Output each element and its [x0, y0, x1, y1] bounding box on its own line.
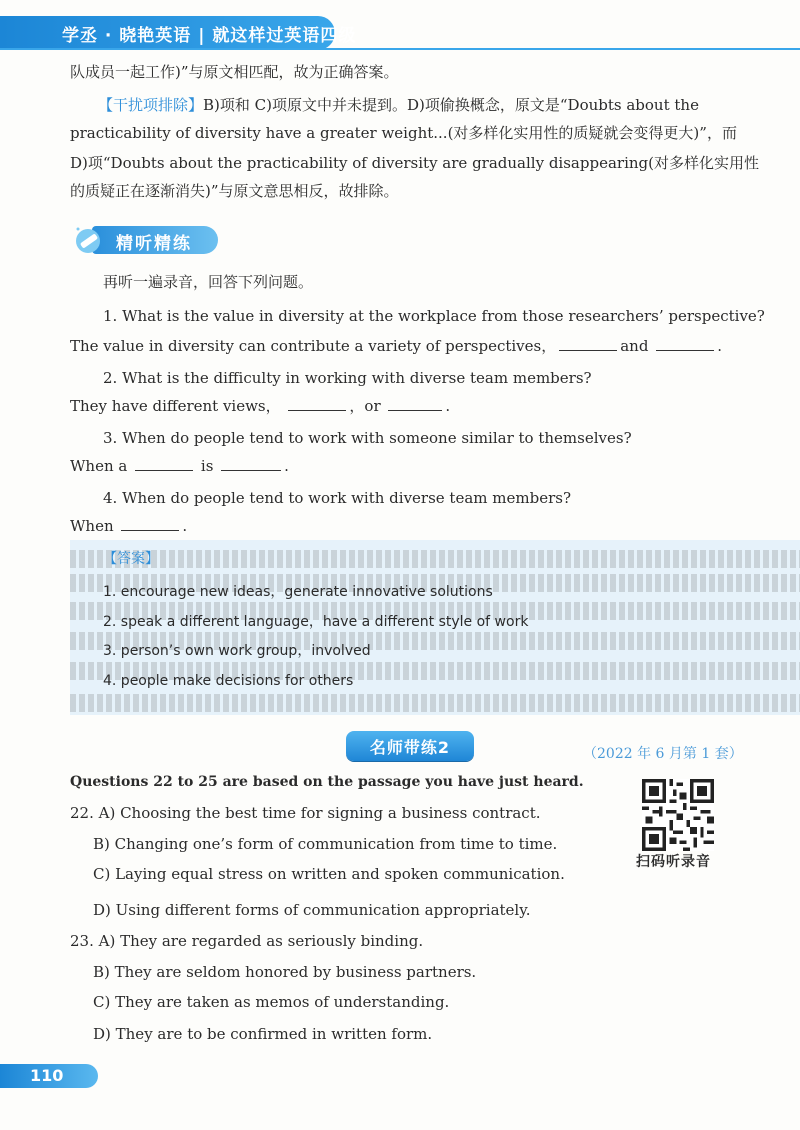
bleed-through: [70, 550, 800, 568]
blank: [559, 336, 617, 351]
option-line: B) They are seldom honored by business partners.: [93, 963, 477, 981]
header-title: 学丞 · 晓艳英语 | 就这样过英语四级: [62, 26, 357, 46]
answer-item: 3. person’s own work group，involved: [103, 643, 371, 659]
blank: [656, 336, 714, 351]
option-line: C) They are taken as memos of understanding.: [93, 993, 450, 1011]
answer-item: 2. speak a different language，have a different style of work: [103, 614, 529, 630]
option-line: B) Changing one’s form of communication from time to time.: [93, 835, 558, 853]
answer-text: .: [284, 457, 289, 475]
intro-line: 队成员一起工作)”与原文相匹配，故为正确答案。: [70, 63, 399, 81]
page-header: [0, 0, 800, 52]
intro-line: 的质疑正在逐渐消失)”与原文意思相反，故排除。: [70, 182, 399, 200]
answer-item: 4. people make decisions for others: [103, 673, 354, 689]
question-1: 1. What is the value in diversity at the workplace from those researchers’ perspective?: [103, 307, 765, 325]
option-line: C) Laying equal stress on written and spoken communication.: [93, 865, 565, 883]
answer-text: ，or: [349, 397, 381, 415]
blank: [221, 456, 281, 471]
exam-source: （2022 年 6 月第 1 套）: [583, 746, 743, 762]
directions: Questions 22 to 25 are based on the passage you have just heard.: [70, 774, 584, 790]
answer-title: 【答案】: [103, 551, 159, 567]
pencil-icon: [74, 226, 104, 254]
blank: [388, 396, 442, 411]
option-line: D) Using different forms of communication appropriately.: [93, 901, 531, 919]
answer-line-1: [70, 332, 722, 360]
bleed-through: [70, 694, 800, 712]
option-line: 22. A) Choosing the best time for signing a business contract.: [70, 804, 541, 822]
blank: [135, 456, 193, 471]
answer-line-3: [70, 452, 289, 480]
question-3: 3. When do people tend to work with someone similar to themselves?: [103, 429, 632, 447]
question-4: 4. When do people tend to work with diverse team members?: [103, 489, 571, 507]
answer-item: 1. encourage new ideas，generate innovative solutions: [103, 584, 493, 600]
answer-text: When: [70, 517, 114, 535]
answer-text: .: [445, 397, 451, 415]
answer-line-4: [70, 512, 187, 540]
intro-line: practicability of diversity have a greater weight...(对多样化实用性的质疑就会变得更大)”，而: [70, 124, 737, 142]
option-line: 23. A) They are regarded as seriously binding.: [70, 932, 424, 950]
section-heading: [70, 222, 218, 258]
answer-text: When a: [70, 457, 128, 475]
page-number-badge: [0, 1064, 98, 1088]
distractor-tag: 【干扰项排除】: [98, 96, 204, 114]
blank: [288, 396, 346, 411]
answer-text: .: [182, 517, 188, 535]
answer-text: The value in diversity can contribute a variety of perspectives，: [70, 337, 557, 355]
teacher-practice-banner: [346, 731, 474, 761]
answer-line-2: [70, 392, 450, 420]
answer-text: and: [620, 337, 649, 355]
question-2: 2. What is the difficulty in working with diverse team members?: [103, 369, 592, 387]
answer-text: .: [717, 337, 723, 355]
qr-code-icon[interactable]: [642, 779, 714, 851]
banner-label: 名师带练2: [369, 738, 451, 757]
blank: [121, 516, 179, 531]
option-line: D) They are to be confirmed in written form.: [93, 1025, 433, 1043]
intro-line: D)项“Doubts about the practicability of diversity are gradually disappearing(对多样化实用性: [70, 154, 759, 172]
answer-text: They have different views，: [70, 397, 281, 415]
qr-caption: 扫码听录音: [636, 854, 711, 870]
intro-text: B)项和 C)项原文中并未提到。D)项偷换概念，原文是“Doubts about the: [203, 96, 699, 114]
page-number: 110: [30, 1066, 64, 1085]
answer-text: is: [200, 457, 214, 475]
intro-line: [98, 91, 699, 119]
practice-instruction: 再听一遍录音，回答下列问题。: [103, 273, 314, 291]
section-label: 精听精练: [116, 234, 192, 254]
header-rule: [0, 48, 800, 50]
